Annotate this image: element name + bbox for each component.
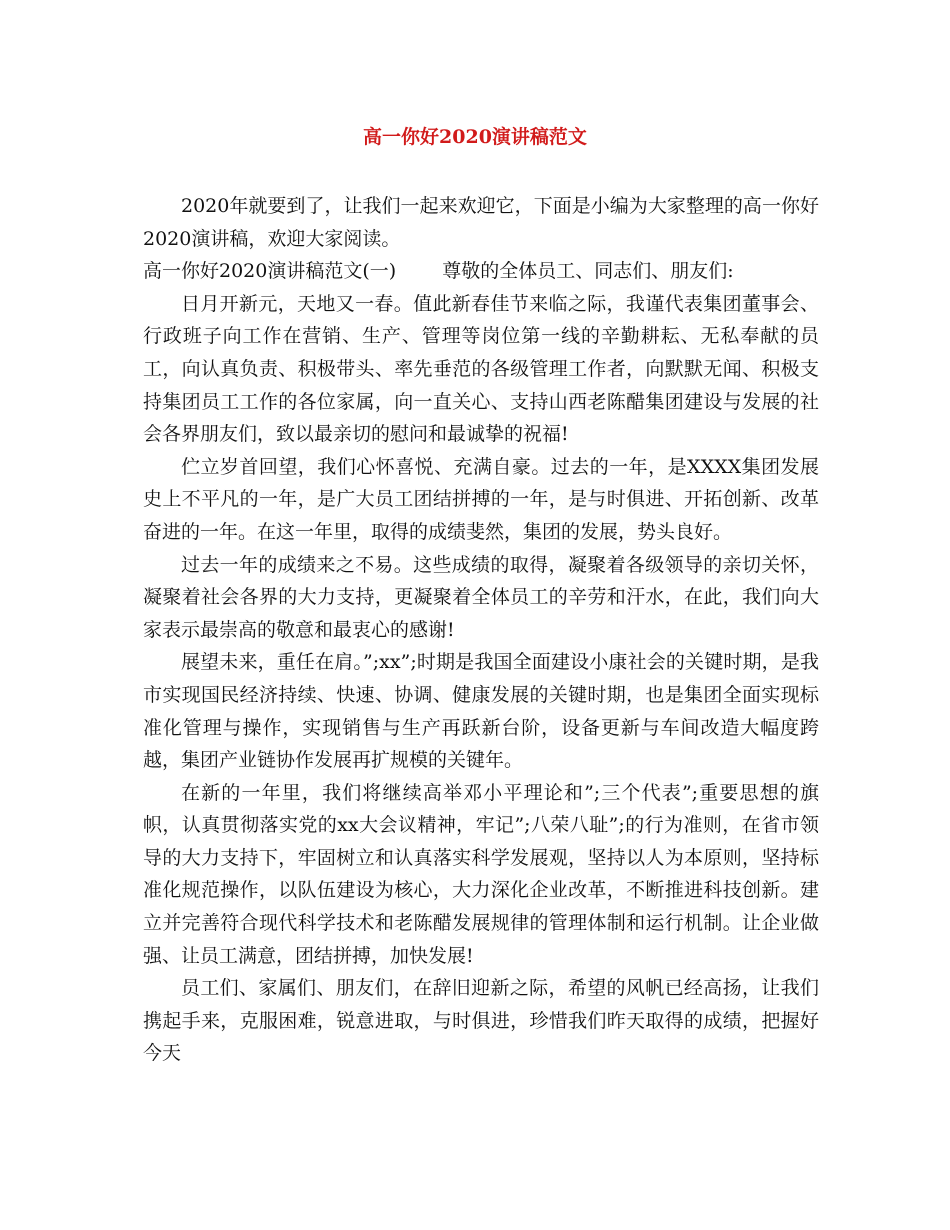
document-body (143, 190, 819, 1070)
intro-paragraph: 2020年就要到了，让我们一起来欢迎它，下面是小编为大家整理的高一你好2020演讲稿，欢迎大家阅读。 (143, 195, 819, 250)
body-paragraph: 伫立岁首回望，我们心怀喜悦、充满自豪。过去的一年，是XXXX集团发展史上不平凡的一年，是广大员工团结拼搏的一年，是与时俱进、开拓创新、改革奋进的一年。在这一年里，取得的成绩斐然，集团的发展，势头良好。 (143, 455, 819, 543)
section-heading: 高一你好2020演讲稿范文(一) (143, 260, 397, 283)
document-title: 高一你好2020演讲稿范文 (363, 126, 587, 148)
body-paragraph: 日月开新元，天地又一春。值此新春佳节来临之际，我谨代表集团董事会、行政班子向工作在营销、生产、管理等岗位第一线的辛勤耕耘、无私奉献的员工，向认真负责、积极带头、率先垂范的各级管理工作者，向默默无闻、积极支持集团员工工作的各位家属，向一直关心、支持山西老陈醋集团建设与发展的社会各界朋友们，致以最亲切的慰问和最诚挚的祝福! (143, 292, 819, 446)
body-paragraph: 员工们、家属们、朋友们，在辞旧迎新之际，希望的风帆已经高扬，让我们携起手来，克服困难，锐意进取，与时俱进，珍惜我们昨天取得的成绩，把握好今天 (143, 977, 819, 1065)
body-paragraph: 过去一年的成绩来之不易。这些成绩的取得，凝聚着各级领导的亲切关怀，凝聚着社会各界的大力支持，更凝聚着全体员工的辛劳和汗水，在此，我们向大家表示最崇高的敬意和最衷心的感谢! (143, 553, 819, 641)
salutation: 尊敬的全体员工、同志们、朋友们: (442, 260, 734, 283)
section-heading-line (143, 255, 819, 288)
body-paragraph: 展望未来，重任在肩。”;xx”;时期是我国全面建设小康社会的关键时期，是我市实现国民经济持续、快速、协调、健康发展的关键时期，也是集团全面实现标准化管理与操作，实现销售与生产再跃新台阶，设备更新与车间改造大幅度跨越，集团产业链协作发展再扩规模的关键年。 (143, 651, 819, 772)
body-paragraph: 在新的一年里，我们将继续高举邓小平理论和”;三个代表”;重要思想的旗帜，认真贯彻落实党的xx大会议精神，牢记”;八荣八耻”;的行为准则，在省市领导的大力支持下，牢固树立和认真落实科学发展观，坚持以人为本原则，坚持标准化规范操作，以队伍建设为核心，大力深化企业改革，不断推进科技创新。建立并完善符合现代科学技术和老陈醋发展规律的管理体制和运行机制。让企业做强、让员工满意，团结拼搏，加快发展! (143, 781, 819, 967)
